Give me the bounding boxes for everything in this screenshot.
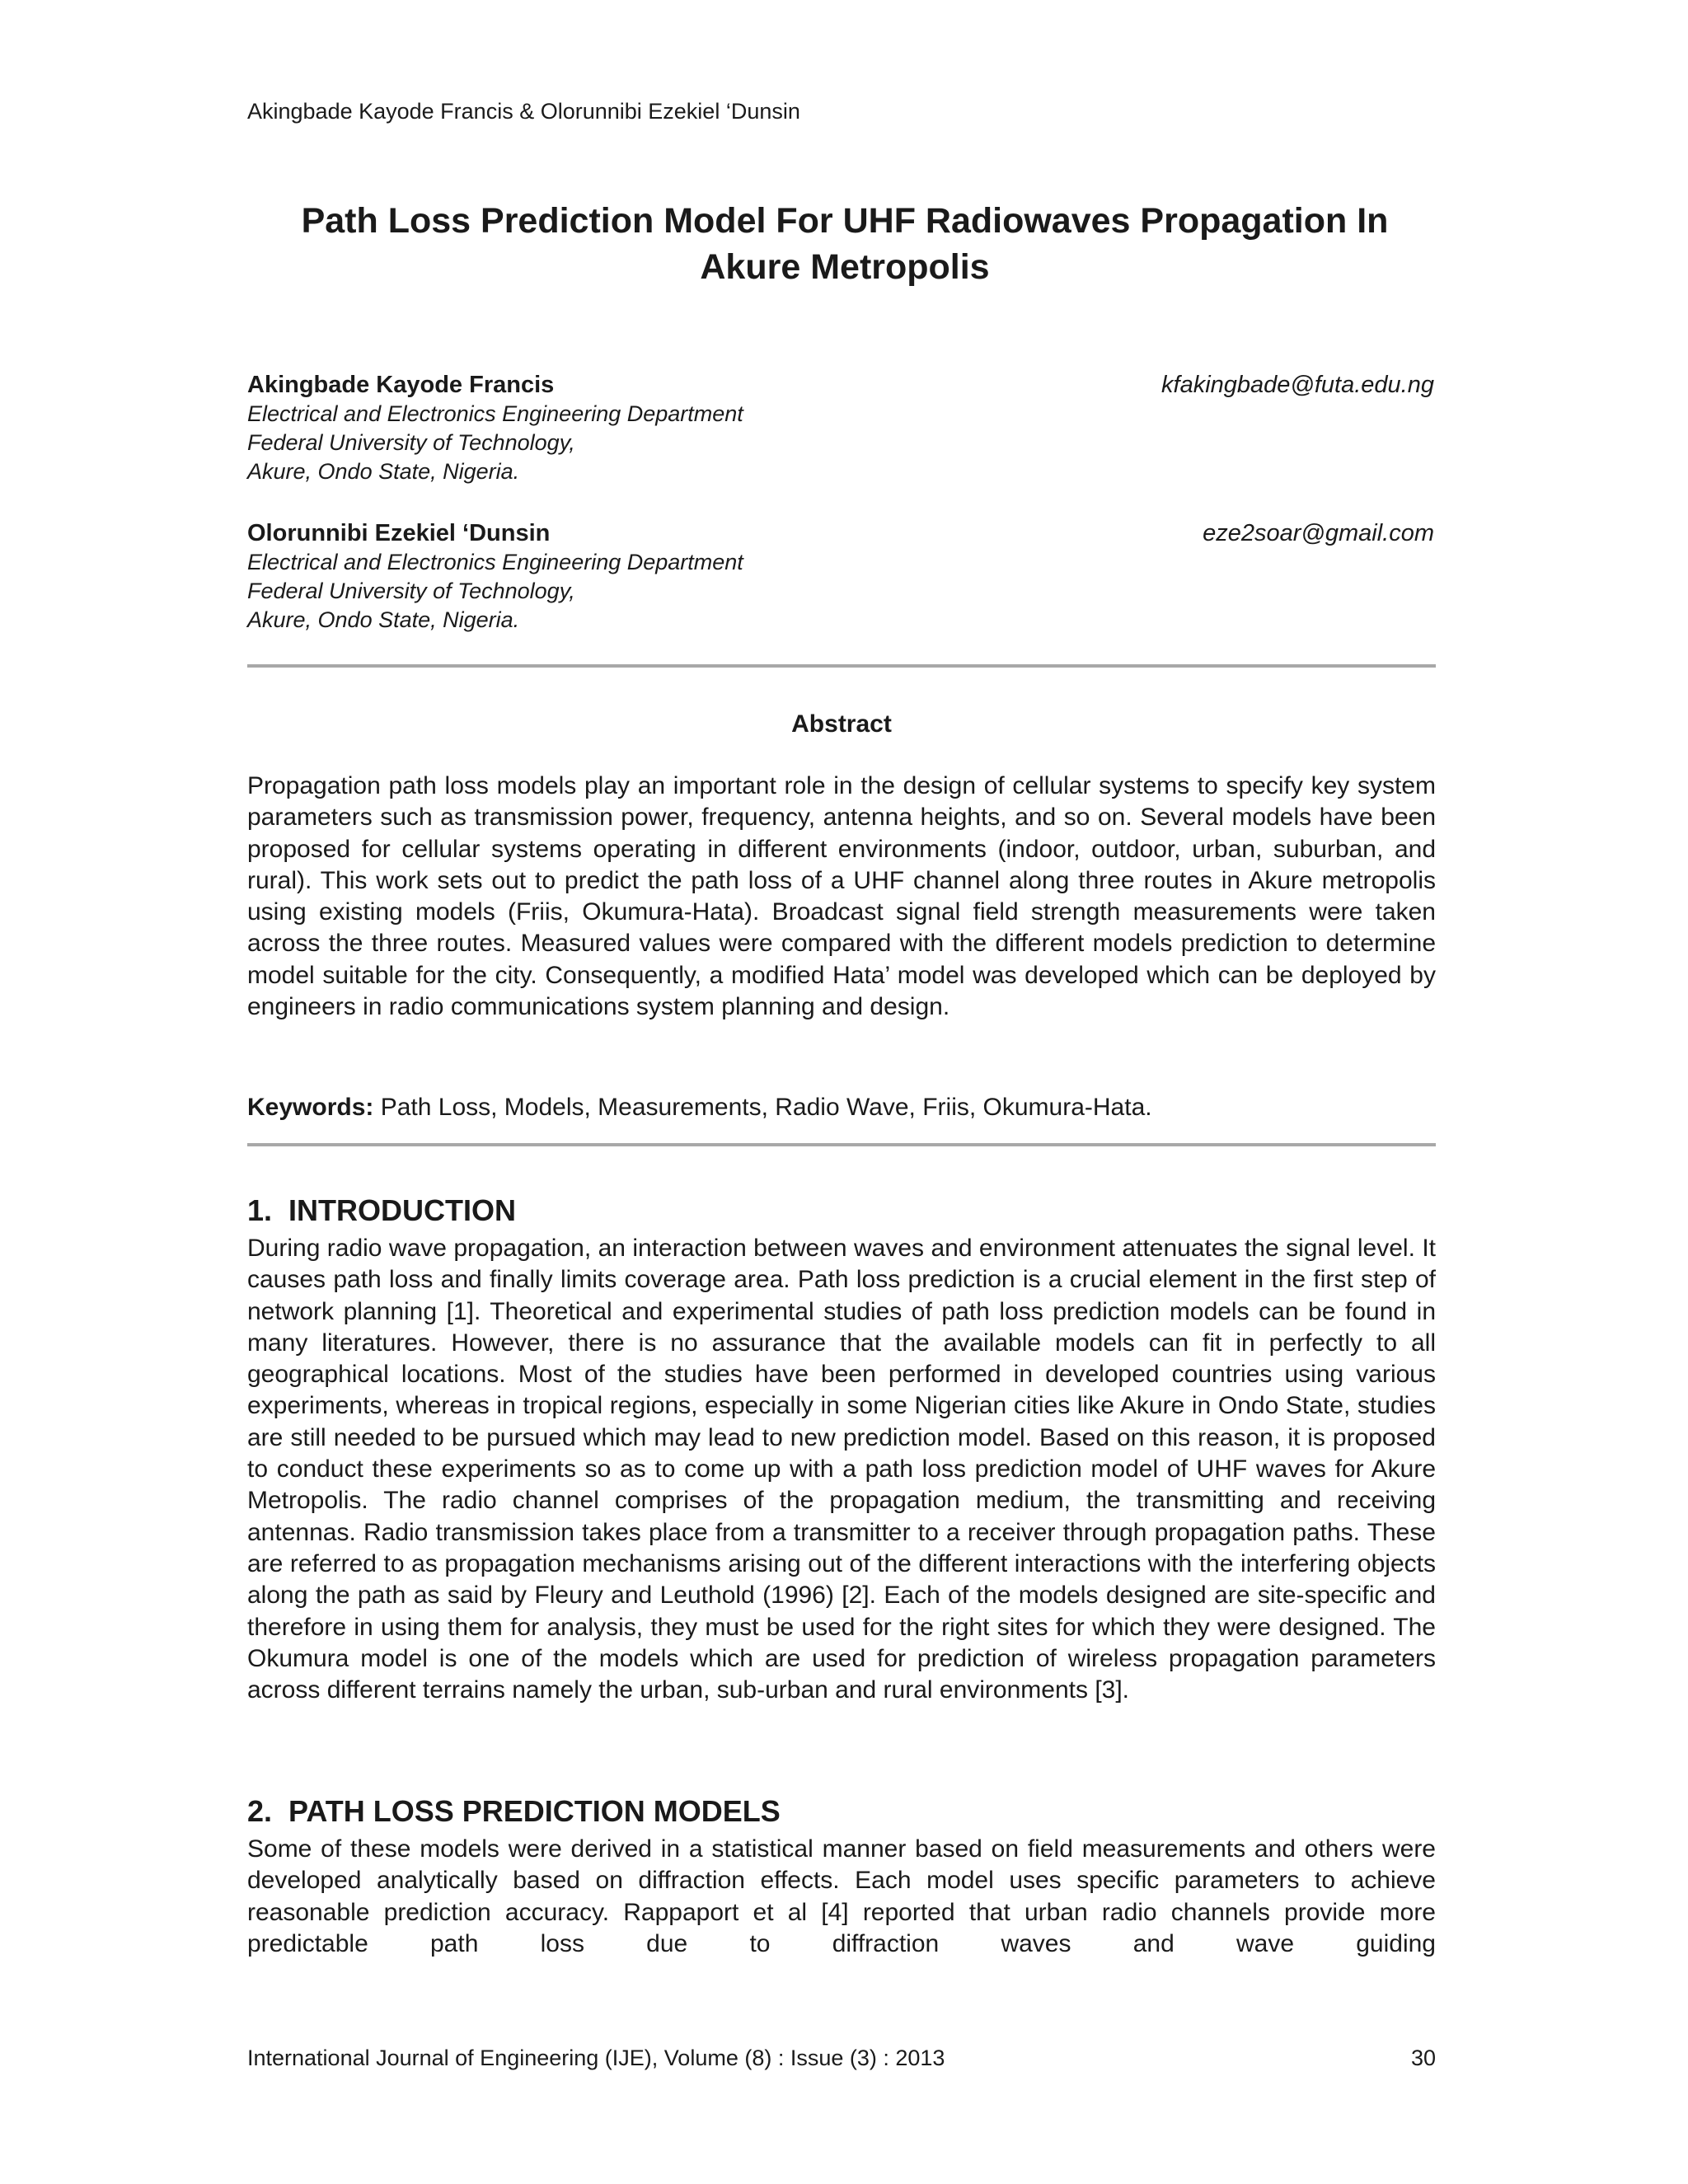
abstract-heading: Abstract [791, 710, 892, 738]
author-location: Akure, Ondo State, Nigeria. [247, 459, 520, 484]
abstract-text: Propagation path loss models play an important role in the design of cellular systems to specify key system parameters such as transmission power, frequency, antenna heights, and so on. Several models have been proposed for cellular systems operating in different environments (indoor, outdoor, urban, suburban, and rural). This work sets out to predict the path loss of a UHF channel along three routes in Akure metropolis using existing models (Friis, Okumura-Hata). Broadcast signal field strength measurements were taken across the three routes. Measured values were compared with the different models prediction to determine model suitable for the city. Consequently, a modified Hata’ model was developed which can be deployed by engineers in radio communications system planning and design. [247, 772, 1436, 1021]
author-name: Akingbade Kayode Francis [247, 372, 555, 398]
section-number: 1. [247, 1193, 273, 1227]
author-block-1 [247, 371, 1434, 486]
author-department: Electrical and Electronics Engineering Department [247, 401, 743, 426]
section-title: INTRODUCTION [288, 1193, 517, 1227]
section-number: 2. [247, 1794, 273, 1828]
running-head: Akingbade Kayode Francis & Olorunnibi Ezekiel ‘Dunsin [247, 99, 800, 124]
introduction-text: During radio wave propagation, an interaction between waves and environment attenuates the signal level. It causes path loss and finally limits coverage area. Path loss prediction is a crucial element in the first step of network planning [1]. Theoretical and experimental studies of path loss prediction models can be found in many literatures. However, there is no assurance that the available models can fit in perfectly to all geographical locations. Most of the studies have been performed in developed countries using various experiments, whereas in tropical regions, especially in some Nigerian cities like Akure in Ondo State, studies are still needed to be pursued which may lead to new prediction model. Based on this reason, it is proposed to conduct these experiments so as to come up with a path loss prediction model of UHF waves for Akure Metropolis. The radio channel comprises of the propagation medium, the transmitting and receiving antennas. Radio transmission takes place from a transmitter to a receiver through propagation paths. These are referred to as propagation mechanisms arising out of the different interactions with the interfering objects along the path as said by Fleury and Leuthold (1996) [2]. Each of the models designed are site-specific and therefore in using them for analysis, they must be used for the right sites for which they were designed. The Okumura model is one of the models which are used for prediction of wireless propagation parameters across different terrains namely the urban, sub-urban and rural environments [3]. [247, 1235, 1436, 1704]
page-number: 30 [1410, 2046, 1436, 2070]
keywords-line [247, 1092, 1436, 1123]
author-university: Federal University of Technology, [247, 430, 575, 455]
keywords-text: Path Loss, Models, Measurements, Radio Wave, Friis, Okumura-Hata. [373, 1094, 1152, 1121]
section-title: PATH LOSS PREDICTION MODELS [288, 1794, 781, 1828]
author-block-2 [247, 519, 1434, 635]
author-location: Akure, Ondo State, Nigeria. [247, 607, 520, 632]
path-loss-models-text: Some of these models were derived in a statistical manner based on field measurements and others were developed analytically based on diffraction effects. Each model uses specific parameters to achieve reasonable prediction accuracy. Rappaport et al [4] reported that urban radio channels provide more predictable path loss due to diffraction waves and wave guiding [247, 1835, 1436, 1957]
keywords-label: Keywords: [247, 1094, 374, 1121]
author-name: Olorunnibi Ezekiel ‘Dunsin [247, 520, 551, 546]
author-email[interactable]: kfakingbade@futa.edu.ng [1161, 372, 1434, 398]
journal-citation: International Journal of Engineering (IJE), Volume (8) : Issue (3) : 2013 [247, 2046, 945, 2070]
divider-bottom [247, 1143, 1436, 1146]
section-heading-introduction [247, 1193, 516, 1228]
section-heading-path-loss-models [247, 1794, 781, 1829]
author-email[interactable]: eze2soar@gmail.com [1203, 520, 1434, 546]
divider-top [247, 664, 1436, 668]
page-footer [247, 2046, 1436, 2071]
title-line-1: Path Loss Prediction Model For UHF Radiowaves Propagation In [301, 201, 1389, 241]
paper-title [231, 198, 1459, 290]
author-university: Federal University of Technology, [247, 579, 575, 603]
title-line-2: Akure Metropolis [700, 247, 990, 287]
author-department: Electrical and Electronics Engineering Department [247, 550, 743, 574]
